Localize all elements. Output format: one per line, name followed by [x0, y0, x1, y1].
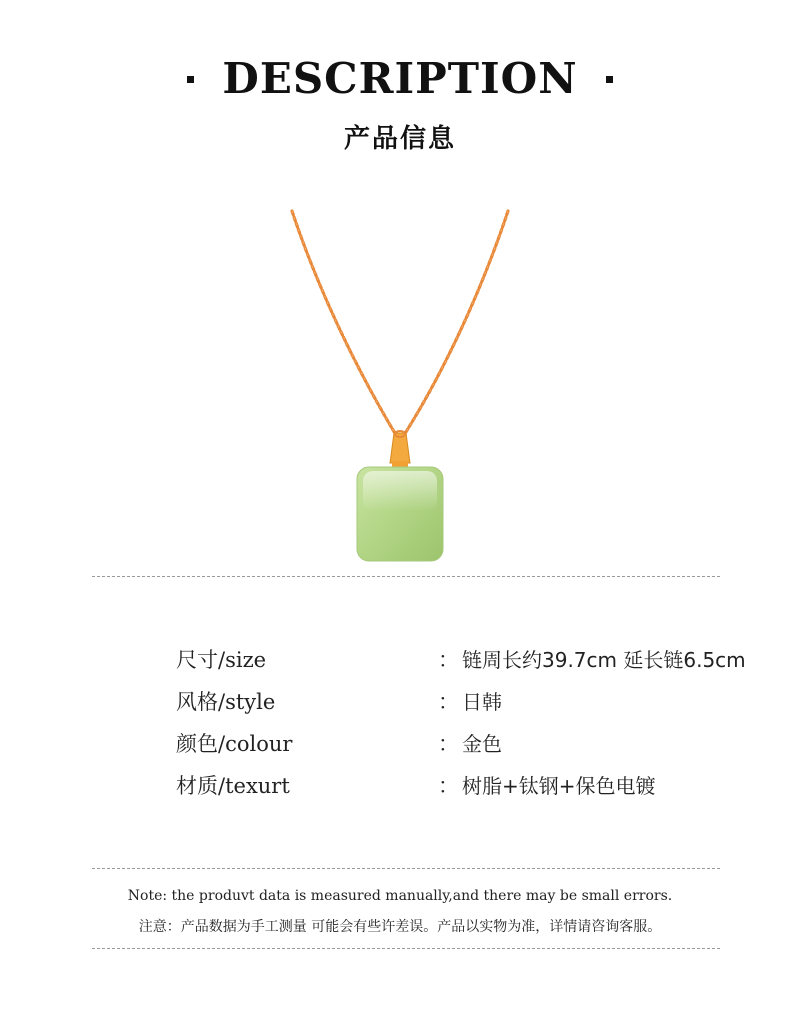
spec-value: 树脂+钛钢+保色电镀	[462, 774, 656, 798]
spec-colon: ：	[438, 690, 459, 714]
note-top-divider	[92, 868, 720, 869]
note-bottom-divider	[92, 948, 720, 949]
spec-table	[0, 642, 800, 810]
spec-row-size	[0, 642, 800, 684]
spec-row-style	[0, 684, 800, 726]
spec-colon: ：	[438, 648, 459, 672]
spec-colon: ：	[438, 732, 459, 756]
page-subtitle: 产品信息	[343, 124, 456, 154]
title-left-dot	[187, 76, 194, 83]
note-chinese: 注意：产品数据为手工测量 可能会有些许差误。产品以实物为准，详情请咨询客服。	[138, 919, 662, 935]
spec-label: 颜色/colour	[176, 732, 293, 756]
spec-row-texture	[0, 768, 800, 810]
spec-label: 尺寸/size	[176, 648, 267, 672]
page-title: DESCRIPTION	[222, 54, 578, 103]
note-english: Note: the produvt data is measured manually,and there may be small errors.	[127, 888, 673, 904]
title-row	[0, 52, 800, 106]
spec-row-colour	[0, 726, 800, 768]
jade-pendant-necklace-icon	[270, 205, 530, 575]
title-right-dot	[606, 76, 613, 83]
top-divider	[92, 576, 720, 577]
spec-value: 日韩	[462, 690, 502, 714]
spec-label: 风格/style	[176, 690, 276, 714]
spec-label: 材质/texurt	[176, 774, 290, 798]
header	[0, 52, 800, 155]
spec-value: 链周长约39.7cm 延长链6.5cm	[462, 648, 746, 672]
spec-colon: ：	[438, 774, 459, 798]
spec-value: 金色	[462, 732, 502, 756]
product-image	[270, 205, 530, 575]
